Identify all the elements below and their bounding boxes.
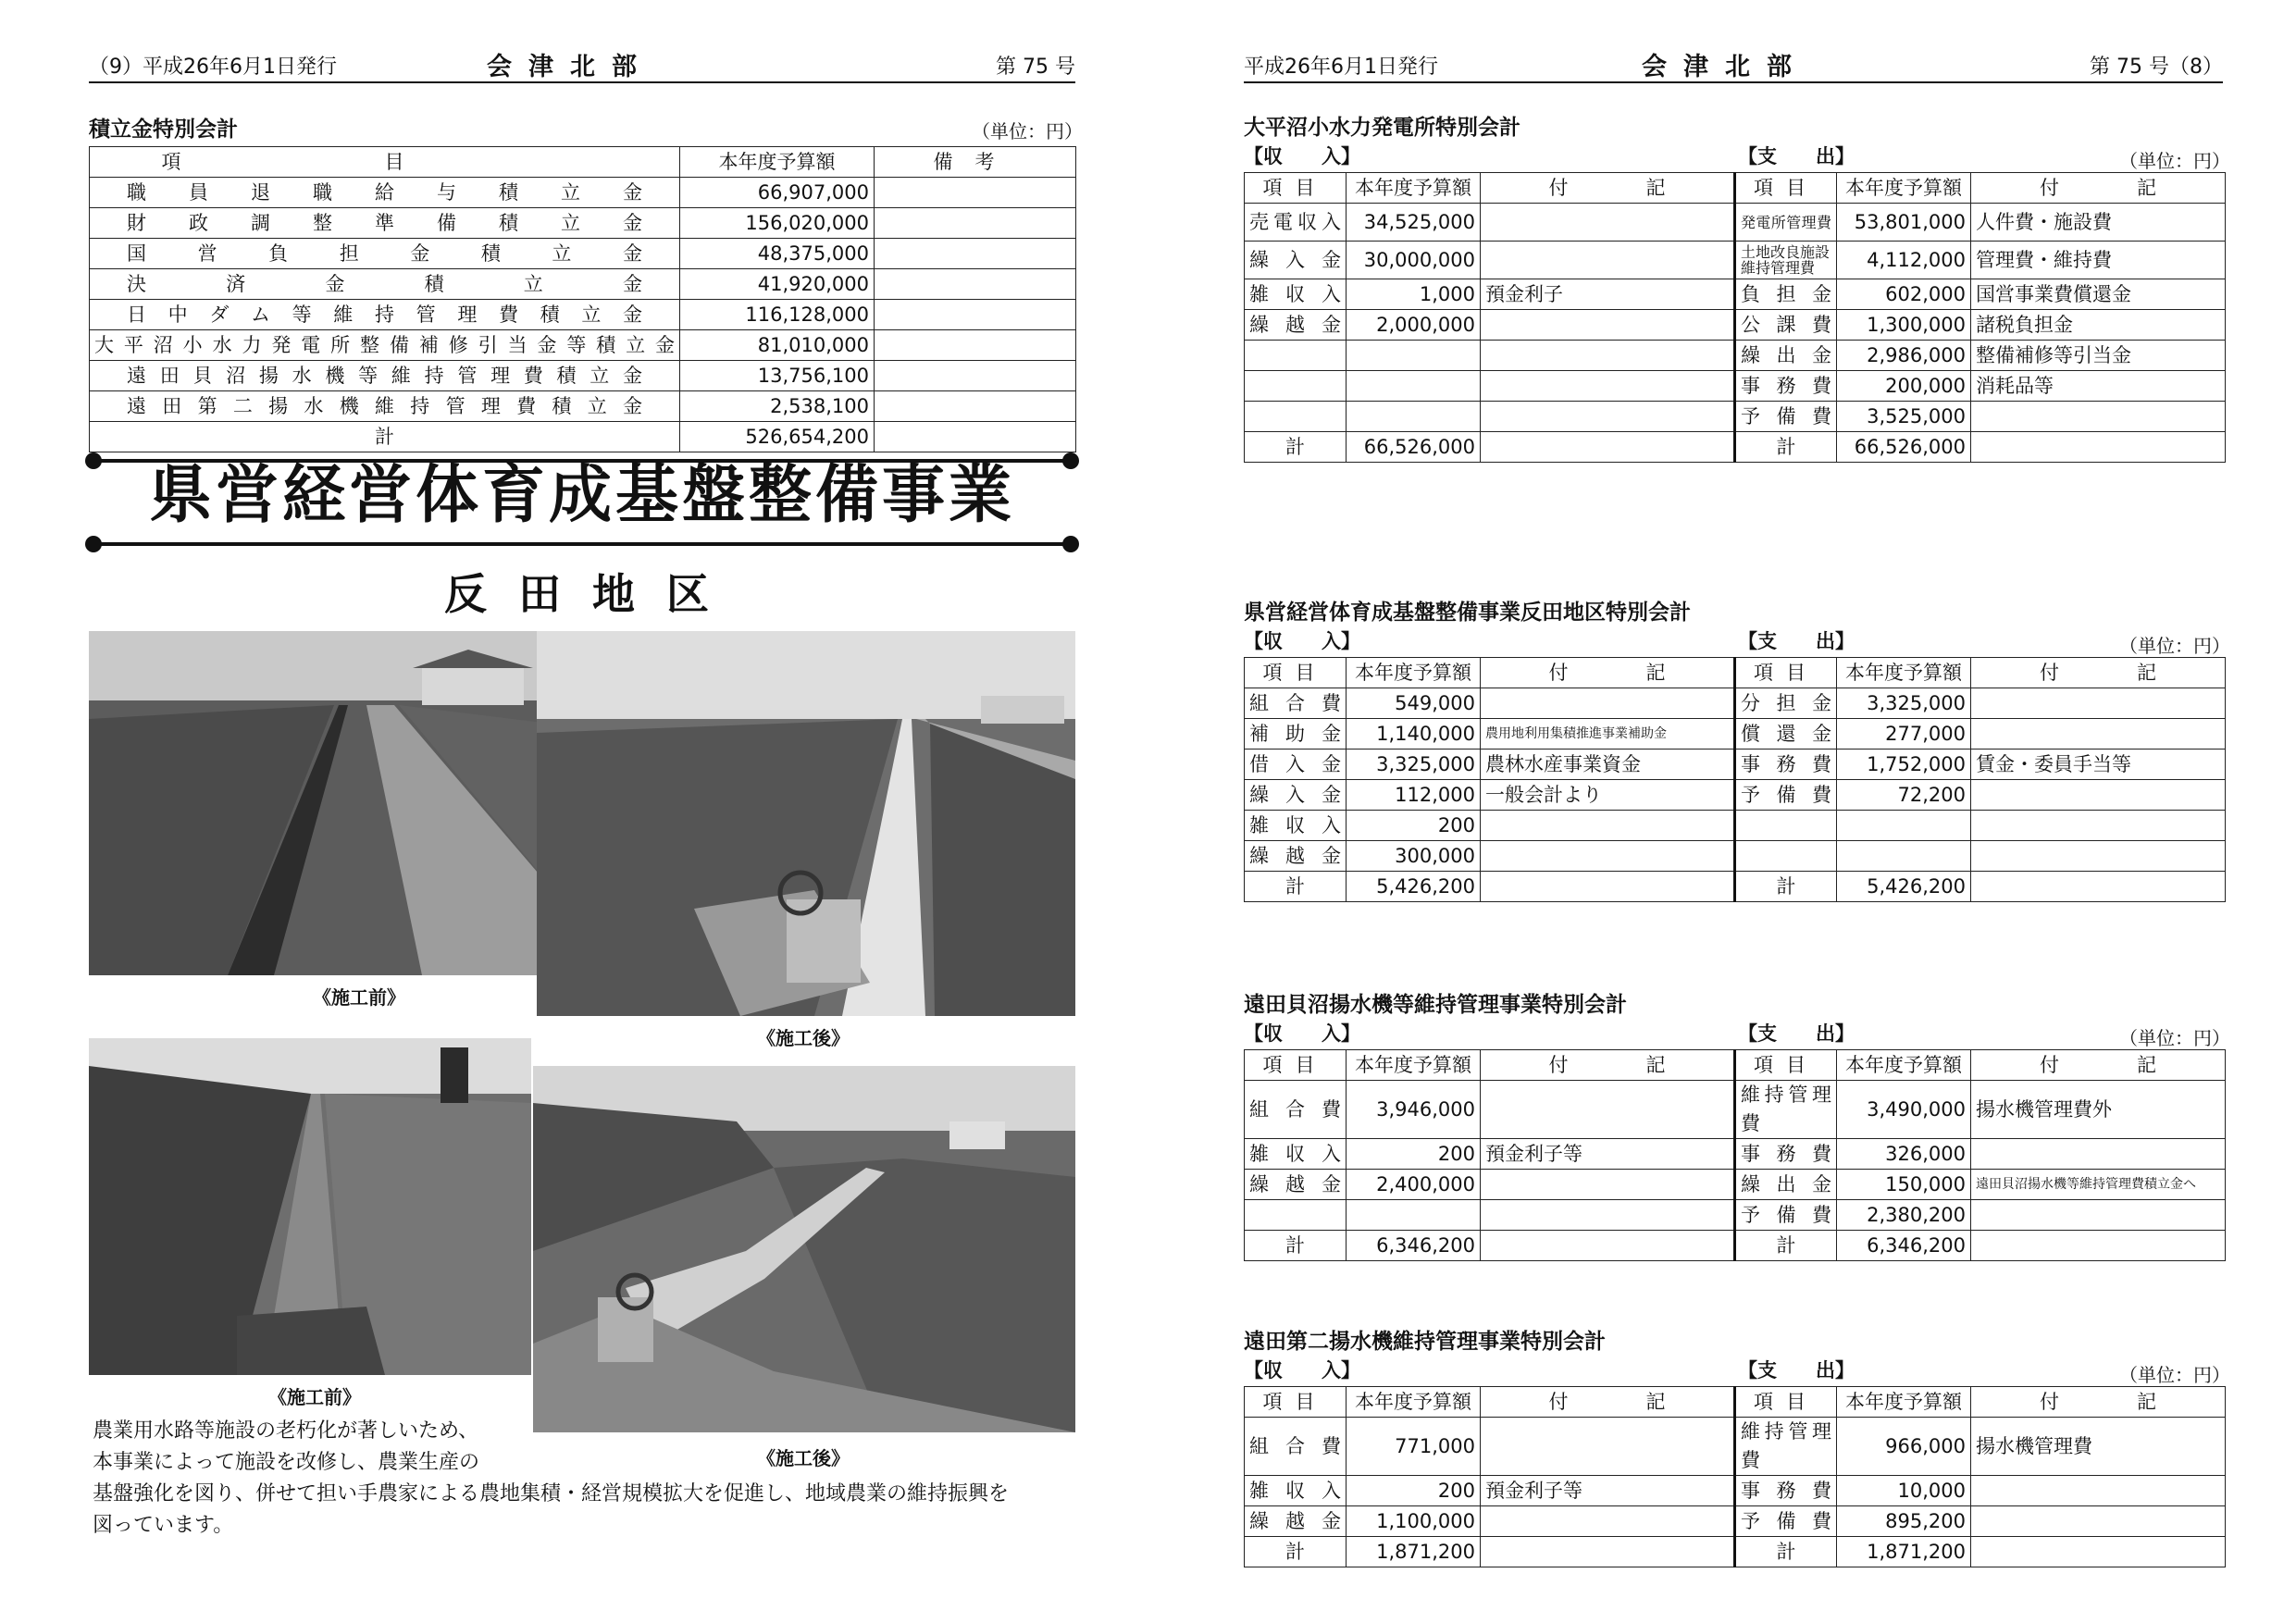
fund-row (90, 269, 1076, 300)
account-header-row (1245, 173, 2226, 204)
col-note: 付 記 (1971, 1387, 2226, 1418)
expense-note: 揚水機管理費 (1971, 1418, 2226, 1476)
expense-item: 公課費 (1735, 310, 1837, 341)
empty-cell (1971, 811, 2226, 841)
expense-item: 事務費 (1735, 750, 1837, 780)
expense-total-label: 計 (1735, 872, 1837, 902)
expense-note: 遠田貝沼揚水機等維持管理費積立金へ (1971, 1170, 2226, 1200)
left-header-issue: 第 75 号 (996, 56, 1075, 79)
fund-table (89, 146, 1076, 452)
income-item: 雑収入 (1245, 1476, 1347, 1506)
income-label: 【収 入】 (1244, 630, 1360, 652)
empty-cell (1481, 402, 1735, 432)
income-amount: 1,100,000 (1347, 1506, 1481, 1537)
expense-amount: 10,000 (1837, 1476, 1971, 1506)
left-header-date: （9）平成26年6月1日発行 (89, 56, 337, 79)
account-title: 大平沼小水力発電所特別会計 (1244, 116, 1520, 140)
project-description (93, 1416, 1083, 1542)
income-note (1481, 841, 1735, 872)
income-item: 雑収入 (1245, 279, 1347, 310)
account-row (1245, 1139, 2226, 1170)
expense-note: 揚水機管理費外 (1971, 1081, 2226, 1139)
income-total-label: 計 (1245, 432, 1347, 463)
expense-note: 管理費・維持費 (1971, 242, 2226, 279)
fund-item: 日中ダム等維持管理費積立金 (90, 300, 680, 330)
project-banner (89, 444, 1075, 553)
income-amount: 2,400,000 (1347, 1170, 1481, 1200)
account-row (1245, 811, 2226, 841)
expense-amount: 326,000 (1837, 1139, 1971, 1170)
caption-before-2: 《施工前》 (268, 1386, 361, 1408)
income-amount: 200 (1347, 811, 1481, 841)
right-header-date: 平成26年6月1日発行 (1244, 56, 1438, 79)
expense-note: 整備補修等引当金 (1971, 341, 2226, 371)
caption-before-1: 《施工前》 (313, 986, 405, 1009)
empty-cell (1347, 371, 1481, 402)
empty-cell (1481, 432, 1735, 463)
account-title: 遠田貝沼揚水機等維持管理事業特別会計 (1244, 993, 1627, 1017)
empty-cell (1481, 872, 1735, 902)
expense-note (1971, 1506, 2226, 1537)
fund-row (90, 208, 1076, 239)
expense-total: 5,426,200 (1837, 872, 1971, 902)
income-note (1481, 1506, 1735, 1537)
income-item: 組合費 (1245, 1081, 1347, 1139)
empty-cell (1481, 1200, 1735, 1231)
fund-note (875, 361, 1076, 391)
fund-row (90, 330, 1076, 361)
caption-after-2: 《施工後》 (757, 1447, 850, 1469)
banner-bottom-rule (89, 542, 1075, 546)
expense-amount: 2,986,000 (1837, 341, 1971, 371)
income-item: 組合費 (1245, 1418, 1347, 1476)
expense-amount: 277,000 (1837, 719, 1971, 750)
empty-cell (1837, 811, 1971, 841)
income-item: 繰越金 (1245, 1506, 1347, 1537)
income-item: 雑収入 (1245, 1139, 1347, 1170)
income-label: 【収 入】 (1244, 1022, 1360, 1045)
account-row (1245, 688, 2226, 719)
income-total: 66,526,000 (1347, 432, 1481, 463)
fund-item: 遠田第二揚水機維持管理費積立金 (90, 391, 680, 422)
col-item: 項目 (1245, 658, 1347, 688)
description-line: 図っています。 (93, 1514, 234, 1537)
income-note (1481, 1081, 1735, 1139)
banner-dot (1062, 536, 1079, 552)
account-header-row (1245, 1387, 2226, 1418)
income-item: 繰越金 (1245, 1170, 1347, 1200)
account-table (1244, 1049, 2226, 1261)
expense-item: 事務費 (1735, 371, 1837, 402)
income-note (1481, 310, 1735, 341)
income-note: 預金利子等 (1481, 1139, 1735, 1170)
empty-cell (1735, 811, 1837, 841)
col-item: 項目 (1735, 1050, 1837, 1081)
expense-item: 分担金 (1735, 688, 1837, 719)
fund-unit: （単位：円） (972, 120, 1083, 142)
col-amount: 本年度予算額 (1837, 1387, 1971, 1418)
expense-note (1971, 719, 2226, 750)
right-header-publication: 会津北部 (1642, 53, 1808, 81)
empty-cell (1837, 841, 1971, 872)
account-row (1245, 279, 2226, 310)
col-amount: 本年度予算額 (1347, 1387, 1481, 1418)
expense-amount: 3,325,000 (1837, 688, 1971, 719)
fund-item: 遠田貝沼揚水機等維持管理費積立金 (90, 361, 680, 391)
income-note (1481, 204, 1735, 242)
col-note: 付 記 (1481, 658, 1735, 688)
col-item: 項目 (1735, 173, 1837, 204)
fund-row (90, 361, 1076, 391)
expense-label: 【支 出】 (1738, 145, 1855, 167)
account-header-row (1245, 1050, 2226, 1081)
income-amount: 1,000 (1347, 279, 1481, 310)
income-note: 預金利子 (1481, 279, 1735, 310)
income-note: 農林水産事業資金 (1481, 750, 1735, 780)
income-total: 6,346,200 (1347, 1231, 1481, 1261)
banner-dot (85, 536, 102, 552)
col-item: 項目 (1735, 658, 1837, 688)
fund-amount: 2,538,100 (680, 391, 875, 422)
fund-item: 職員退職給与積立金 (90, 178, 680, 208)
account-total-row (1245, 872, 2226, 902)
expense-item: 事務費 (1735, 1476, 1837, 1506)
col-note: 付 記 (1971, 173, 2226, 204)
empty-cell (1971, 841, 2226, 872)
fund-col-note: 備考 (875, 147, 1076, 178)
fund-amount: 66,907,000 (680, 178, 875, 208)
income-total: 1,871,200 (1347, 1537, 1481, 1567)
account-row (1245, 750, 2226, 780)
account-unit: （単位：円） (2119, 150, 2230, 172)
account-row (1245, 341, 2226, 371)
account-row (1245, 204, 2226, 242)
empty-cell (1347, 402, 1481, 432)
col-note: 付 記 (1481, 1387, 1735, 1418)
expense-item: 償還金 (1735, 719, 1837, 750)
fund-col-item: 項目 (90, 147, 680, 178)
income-item: 繰越金 (1245, 841, 1347, 872)
empty-cell (1971, 872, 2226, 902)
fund-total-label: 計 (90, 422, 680, 452)
expense-total-label: 計 (1735, 432, 1837, 463)
fund-item: 財政調整準備積立金 (90, 208, 680, 239)
fund-note (875, 391, 1076, 422)
col-amount: 本年度予算額 (1837, 658, 1971, 688)
account-row (1245, 1170, 2226, 1200)
income-amount: 2,000,000 (1347, 310, 1481, 341)
income-item: 繰入金 (1245, 780, 1347, 811)
fund-total-amount: 526,654,200 (680, 422, 875, 452)
income-item: 雑収入 (1245, 811, 1347, 841)
account-row (1245, 1081, 2226, 1139)
account-unit: （単位：円） (2119, 1027, 2230, 1049)
expense-item: 予備費 (1735, 402, 1837, 432)
income-item: 繰入金 (1245, 242, 1347, 279)
expense-note (1971, 1139, 2226, 1170)
expense-label: 【支 出】 (1738, 630, 1855, 652)
fund-row (90, 300, 1076, 330)
income-amount: 771,000 (1347, 1418, 1481, 1476)
right-page-header (1244, 52, 2223, 83)
expense-total: 1,871,200 (1837, 1537, 1971, 1567)
account-unit: （単位：円） (2119, 1364, 2230, 1386)
account-total-row (1245, 1537, 2226, 1567)
expense-item: 繰出金 (1735, 341, 1837, 371)
income-label: 【収 入】 (1244, 145, 1360, 167)
right-header-issue: 第 75 号（8） (2090, 56, 2223, 79)
expense-amount: 53,801,000 (1837, 204, 1971, 242)
income-note (1481, 688, 1735, 719)
income-total-label: 計 (1245, 872, 1347, 902)
expense-amount: 200,000 (1837, 371, 1971, 402)
description-line: 本事業によって施設を改修し、農業生産の (93, 1451, 480, 1474)
empty-cell (1481, 1537, 1735, 1567)
expense-amount: 3,490,000 (1837, 1081, 1971, 1139)
fund-item: 大平沼小水力発電所整備補修引当金等積立金 (90, 330, 680, 361)
empty-cell (1481, 1231, 1735, 1261)
empty-cell (1245, 341, 1347, 371)
empty-cell (1971, 1537, 2226, 1567)
expense-item: 予備費 (1735, 1506, 1837, 1537)
expense-item: 負担金 (1735, 279, 1837, 310)
account-total-row (1245, 432, 2226, 463)
income-amount: 3,325,000 (1347, 750, 1481, 780)
expense-note (1971, 688, 2226, 719)
col-note: 付 記 (1971, 658, 2226, 688)
fund-amount: 116,128,000 (680, 300, 875, 330)
fund-amount: 13,756,100 (680, 361, 875, 391)
fund-row (90, 178, 1076, 208)
income-note: 預金利子等 (1481, 1476, 1735, 1506)
left-page-header (89, 52, 1075, 83)
income-amount: 112,000 (1347, 780, 1481, 811)
fund-note (875, 269, 1076, 300)
col-item: 項目 (1245, 1050, 1347, 1081)
income-total-label: 計 (1245, 1231, 1347, 1261)
income-item: 繰越金 (1245, 310, 1347, 341)
earth-canal-photo-icon (89, 1038, 531, 1375)
income-item: 売電収入 (1245, 204, 1347, 242)
income-note (1481, 242, 1735, 279)
expense-item: 維持管理費 (1735, 1081, 1837, 1139)
banner-subtitle: 反田地区 (444, 569, 740, 619)
expense-amount: 4,112,000 (1837, 242, 1971, 279)
col-item: 項目 (1245, 173, 1347, 204)
account-row (1245, 841, 2226, 872)
empty-cell (1245, 1200, 1347, 1231)
empty-cell (1971, 1231, 2226, 1261)
fund-note (875, 330, 1076, 361)
empty-cell (1735, 841, 1837, 872)
expense-amount: 2,380,200 (1837, 1200, 1971, 1231)
expense-label: 【支 出】 (1738, 1359, 1855, 1381)
income-note (1481, 1418, 1735, 1476)
col-amount: 本年度予算額 (1837, 173, 1971, 204)
expense-item: 予備費 (1735, 780, 1837, 811)
fund-amount: 48,375,000 (680, 239, 875, 269)
income-amount: 3,946,000 (1347, 1081, 1481, 1139)
empty-cell (1347, 341, 1481, 371)
account-header-row (1245, 658, 2226, 688)
expense-note: 賃金・委員手当等 (1971, 750, 2226, 780)
account-table (1244, 1386, 2226, 1567)
empty-cell (1481, 371, 1735, 402)
income-note: 農用地利用集積推進事業補助金 (1481, 719, 1735, 750)
concrete-canal-photo-icon (533, 1066, 1075, 1432)
col-note: 付 記 (1481, 1050, 1735, 1081)
expense-amount: 3,525,000 (1837, 402, 1971, 432)
income-amount: 1,140,000 (1347, 719, 1481, 750)
income-item: 借入金 (1245, 750, 1347, 780)
expense-amount: 966,000 (1837, 1418, 1971, 1476)
fund-note (875, 208, 1076, 239)
account-row (1245, 310, 2226, 341)
empty-cell (1481, 341, 1735, 371)
photo-after-1 (537, 631, 1075, 1016)
account-row (1245, 719, 2226, 750)
col-amount: 本年度予算額 (1837, 1050, 1971, 1081)
expense-note (1971, 1200, 2226, 1231)
col-item: 項目 (1735, 1387, 1837, 1418)
account-title: 遠田第二揚水機維持管理事業特別会計 (1244, 1330, 1606, 1354)
fund-item: 国営負担金積立金 (90, 239, 680, 269)
income-amount: 30,000,000 (1347, 242, 1481, 279)
fund-note (875, 300, 1076, 330)
expense-item: 発電所管理費 (1735, 204, 1837, 242)
expense-item: 繰出金 (1735, 1170, 1837, 1200)
expense-amount: 602,000 (1837, 279, 1971, 310)
account-row (1245, 780, 2226, 811)
fund-amount: 41,920,000 (680, 269, 875, 300)
income-amount: 549,000 (1347, 688, 1481, 719)
expense-total-label: 計 (1735, 1231, 1837, 1261)
description-line: 基盤強化を図り、併せて担い手農家による農地集積・経営規模拡大を促進し、地域農業の維持振興を (93, 1482, 1010, 1505)
empty-cell (1245, 371, 1347, 402)
income-item: 組合費 (1245, 688, 1347, 719)
account-row (1245, 1200, 2226, 1231)
income-label: 【収 入】 (1244, 1359, 1360, 1381)
income-note (1481, 811, 1735, 841)
account-row (1245, 1418, 2226, 1476)
fund-item: 決済金積立金 (90, 269, 680, 300)
account-total-row (1245, 1231, 2226, 1261)
fund-title: 積立金特別会計 (89, 118, 238, 142)
expense-amount: 150,000 (1837, 1170, 1971, 1200)
account-row (1245, 1476, 2226, 1506)
income-total: 5,426,200 (1347, 872, 1481, 902)
expense-label: 【支 出】 (1738, 1022, 1855, 1045)
income-note: 一般会計より (1481, 780, 1735, 811)
fund-amount: 156,020,000 (680, 208, 875, 239)
col-note: 付 記 (1971, 1050, 2226, 1081)
empty-cell (1347, 1200, 1481, 1231)
expense-note: 消耗品等 (1971, 371, 2226, 402)
photo-after-2 (533, 1066, 1075, 1432)
expense-total: 66,526,000 (1837, 432, 1971, 463)
income-item: 補助金 (1245, 719, 1347, 750)
expense-amount: 895,200 (1837, 1506, 1971, 1537)
account-title: 県営経営体育成基盤整備事業反田地区特別会計 (1244, 601, 1691, 625)
income-amount: 200 (1347, 1476, 1481, 1506)
empty-cell (1971, 432, 2226, 463)
empty-cell (1245, 402, 1347, 432)
income-total-label: 計 (1245, 1537, 1347, 1567)
expense-total: 6,346,200 (1837, 1231, 1971, 1261)
account-table (1244, 657, 2226, 902)
expense-note (1971, 1476, 2226, 1506)
expense-note: 諸税負担金 (1971, 310, 2226, 341)
income-note (1481, 1170, 1735, 1200)
account-unit: （単位：円） (2119, 635, 2230, 657)
fund-note (875, 239, 1076, 269)
expense-item: 土地改良施設維持管理費 (1735, 242, 1837, 279)
col-amount: 本年度予算額 (1347, 1050, 1481, 1081)
fund-row (90, 239, 1076, 269)
fund-note (875, 178, 1076, 208)
col-note: 付 記 (1481, 173, 1735, 204)
col-item: 項目 (1245, 1387, 1347, 1418)
caption-after-1: 《施工後》 (757, 1027, 850, 1049)
fund-table-header (90, 147, 1076, 178)
expense-item: 維持管理費 (1735, 1418, 1837, 1476)
expense-total-label: 計 (1735, 1537, 1837, 1567)
photo-before-2 (89, 1038, 531, 1375)
expense-note: 人件費・施設費 (1971, 204, 2226, 242)
description-line: 農業用水路等施設の老朽化が著しいため、 (93, 1419, 479, 1443)
expense-note: 国営事業費償還金 (1971, 279, 2226, 310)
fund-amount: 81,010,000 (680, 330, 875, 361)
account-row (1245, 242, 2226, 279)
account-row (1245, 1506, 2226, 1537)
col-amount: 本年度予算額 (1347, 658, 1481, 688)
income-amount: 300,000 (1347, 841, 1481, 872)
account-row (1245, 402, 2226, 432)
income-amount: 200 (1347, 1139, 1481, 1170)
col-amount: 本年度予算額 (1347, 173, 1481, 204)
expense-amount: 1,752,000 (1837, 750, 1971, 780)
expense-note (1971, 780, 2226, 811)
expense-amount: 1,300,000 (1837, 310, 1971, 341)
account-table (1244, 172, 2226, 463)
gate-canal-photo-icon (537, 631, 1075, 1016)
expense-item: 事務費 (1735, 1139, 1837, 1170)
income-amount: 34,525,000 (1347, 204, 1481, 242)
fund-row (90, 391, 1076, 422)
banner-title: 県営経営体育成基盤整備事業 (148, 459, 1015, 532)
left-header-publication: 会津北部 (487, 53, 653, 81)
expense-item: 予備費 (1735, 1200, 1837, 1231)
expense-amount: 72,200 (1837, 780, 1971, 811)
account-row (1245, 371, 2226, 402)
fund-col-amount: 本年度予算額 (680, 147, 875, 178)
expense-note (1971, 402, 2226, 432)
